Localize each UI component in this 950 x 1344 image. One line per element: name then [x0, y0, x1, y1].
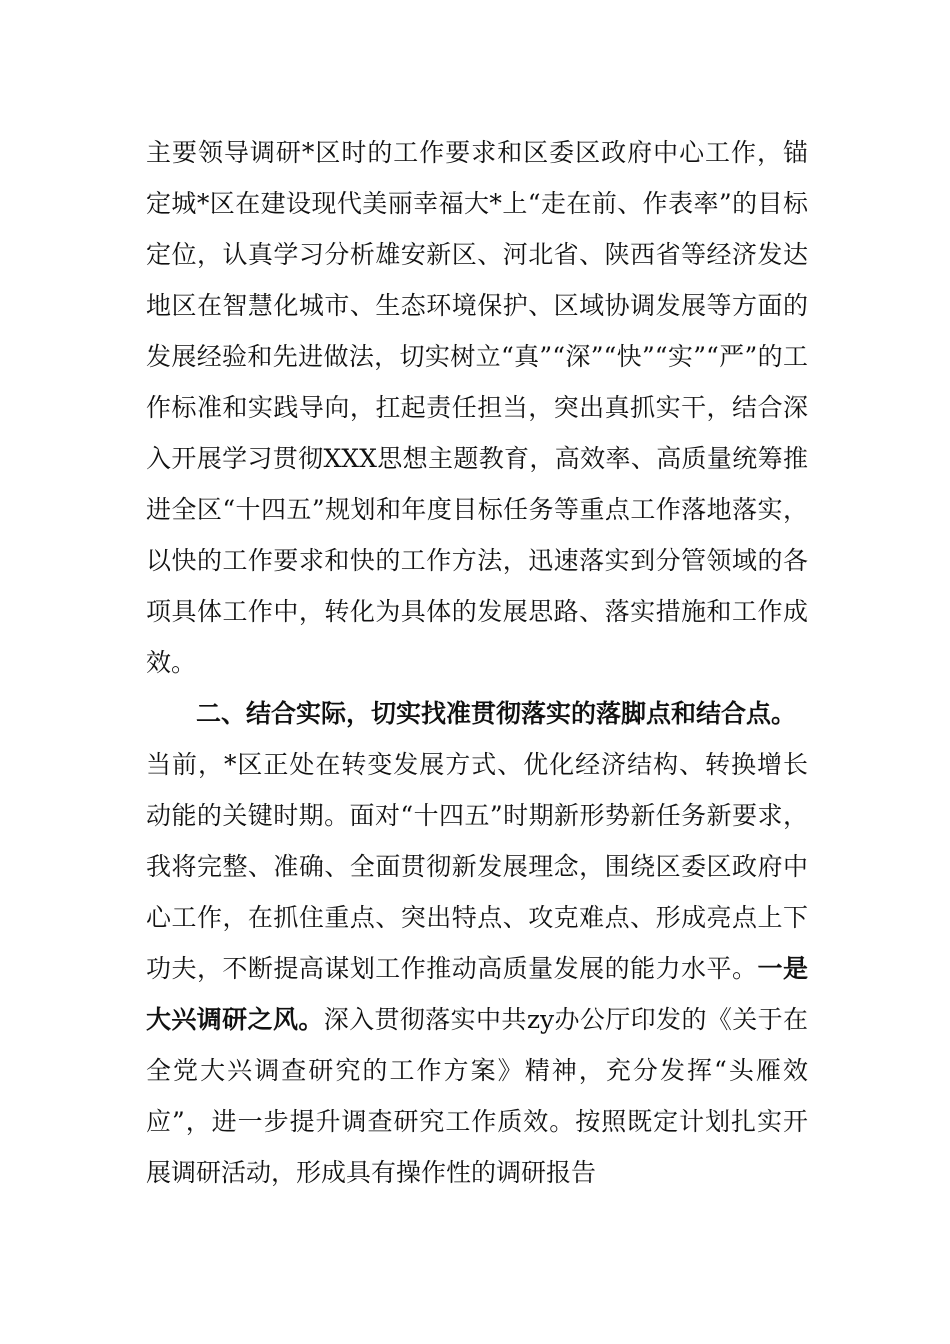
body-paragraph-2: [146, 739, 808, 1198]
body-paragraph-2-text-b: 深入贯彻落实中共zy办公厅印发的《关于在全党大兴调查研究的工作方案》精神，充分发挥“头雁效应”，进一步提升调查研究工作质效。按照既定计划扎实开展调研活动，形成具有操作性的调研报告: [146, 1005, 808, 1187]
document-page: [146, 127, 808, 1198]
body-paragraph-2-text-a: 当前，*区正处在转变发展方式、优化经济结构、转换增长动能的关键时期。面对“十四五”时期新形势新任务新要求，我将完整、准确、全面贯彻新发展理念，围绕区委区政府中心工作，在抓住重点、突出特点、攻克难点、形成亮点上下功夫，不断提高谋划工作推动高质量发展的能力水平。: [146, 750, 808, 983]
body-paragraph-1: 主要领导调研*区时的工作要求和区委区政府中心工作，锚定城*区在建设现代美丽幸福大*上“走在前、作表率”的目标定位，认真学习分析雄安新区、河北省、陕西省等经济发达地区在智慧化城市、生态环境保护、区域协调发展等方面的发展经验和先进做法，切实树立“真”“深”“快”“实”“严”的工作标准和实践导向，扛起责任担当，突出真抓实干，结合深入开展学习贯彻XXX思想主题教育，高效率、高质量统筹推进全区“十四五”规划和年度目标任务等重点工作落地落实，以快的工作要求和快的工作方法，迅速落实到分管领域的各项具体工作中，转化为具体的发展思路、落实措施和工作成效。: [146, 138, 808, 677]
body-paragraph-2-bold-lead: 一是大兴调研之风。: [146, 954, 808, 1034]
section-heading-2: 二、结合实际，切实找准贯彻落实的落脚点和结合点。: [196, 699, 797, 728]
